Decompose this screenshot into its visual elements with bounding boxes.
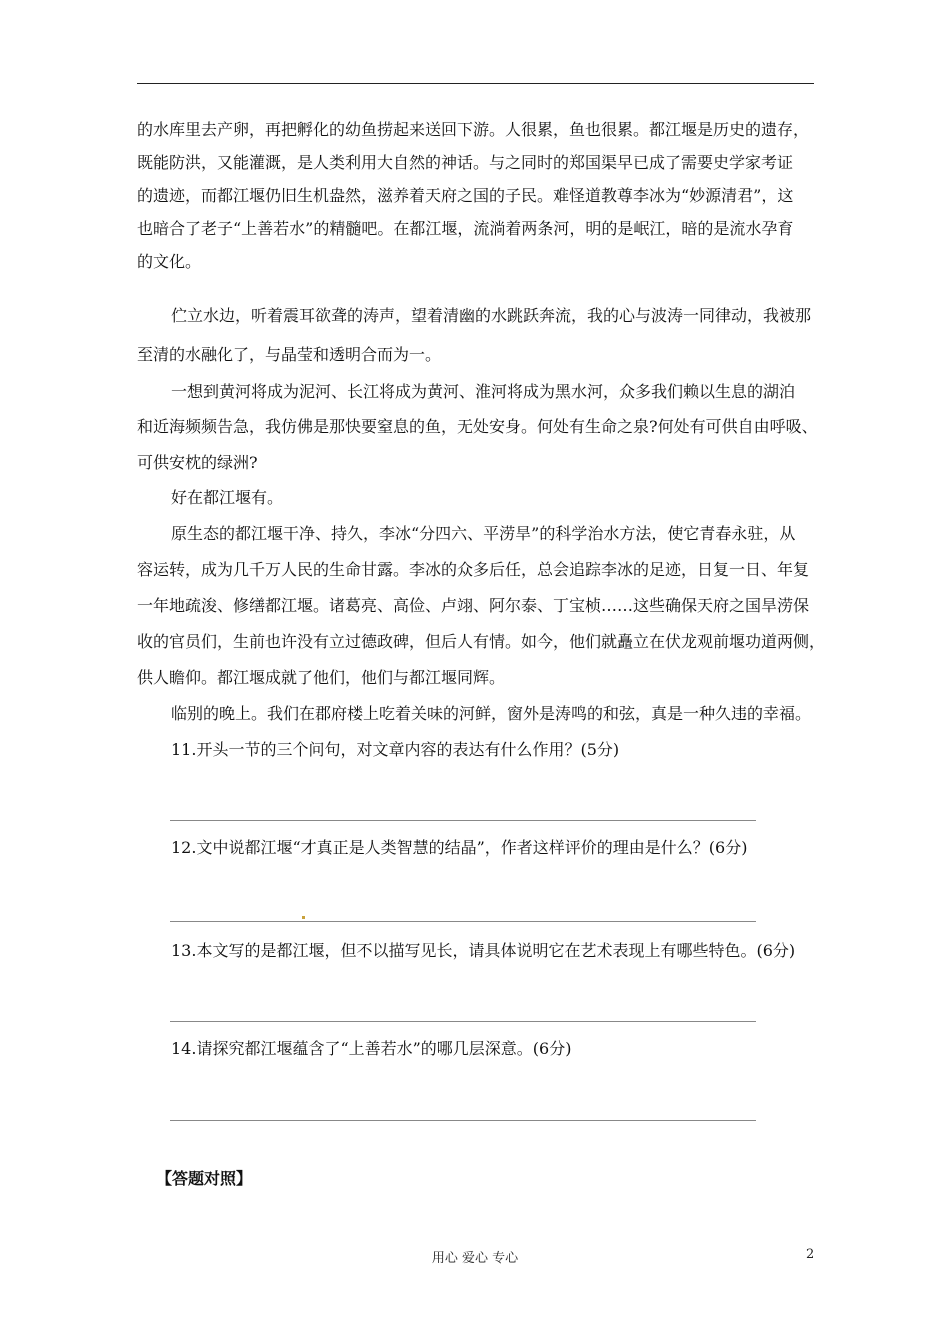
paragraph-line: 的文化。 bbox=[137, 252, 202, 271]
paragraph-line: 好在都江堰有。 bbox=[171, 488, 284, 507]
header-rule bbox=[137, 83, 814, 84]
paragraph-line: 容运转，成为几千万人民的生命甘露。李冰的众多后任，总会追踪李冰的足迹，日复一日、年复 bbox=[137, 560, 810, 579]
paragraph-line: 原生态的都江堰干净、持久，李冰“分四六、平涝旱”的科学治水方法，使它青春永驻，从 bbox=[171, 524, 796, 543]
page-number: 2 bbox=[806, 1247, 815, 1262]
question-14: 14.请探究都江堰蕴含了“上善若水”的哪几层深意。(6分) bbox=[171, 1039, 572, 1058]
answer-key-heading: 【答题对照】 bbox=[156, 1169, 253, 1188]
paragraph-line: 的遗迹，而都江堰仍旧生机盎然，滋养着天府之国的子民。难怪道教尊李冰为“妙源清君”，这 bbox=[137, 186, 794, 205]
question-12: 12.文中说都江堰“才真正是人类智慧的结晶”，作者这样评价的理由是什么？(6分) bbox=[171, 838, 748, 857]
paragraph-line: 可供安枕的绿洲? bbox=[137, 453, 258, 472]
paragraph-line: 一年地疏浚、修缮都江堰。诸葛亮、高俭、卢翊、阿尔泰、丁宝桢……这些确保天府之国旱涝保 bbox=[137, 596, 810, 615]
answer-line bbox=[170, 1021, 756, 1022]
paragraph-line: 收的官员们，生前也许没有立过德政碑，但后人有情。如今，他们就矗立在伏龙观前堰功道两侧， bbox=[137, 632, 826, 651]
paragraph-line: 一想到黄河将成为泥河、长江将成为黄河、淮河将成为黑水河，众多我们赖以生息的湖泊 bbox=[171, 382, 796, 401]
speck-mark bbox=[302, 916, 305, 919]
paragraph-line: 至清的水融化了，与晶莹和透明合而为一。 bbox=[137, 345, 442, 364]
paragraph-line: 既能防洪，又能灌溉，是人类利用大自然的神话。与之同时的郑国渠早已成了需要史学家考证 bbox=[137, 153, 794, 172]
paragraph-line: 供人瞻仰。都江堰成就了他们，他们与都江堰同辉。 bbox=[137, 668, 506, 687]
answer-line bbox=[170, 921, 756, 922]
answer-line bbox=[170, 820, 756, 821]
paragraph-line: 临别的晚上。我们在郡府楼上吃着关味的河鲜，窗外是涛鸣的和弦，真是一种久违的幸福。 bbox=[171, 704, 812, 723]
paragraph-line: 也暗合了老子“上善若水”的精髓吧。在都江堰，流淌着两条河，明的是岷江，暗的是流水孕育 bbox=[137, 219, 794, 238]
page-footer: 用心 爱心 专心 bbox=[431, 1251, 519, 1266]
paragraph-line: 伫立水边，听着震耳欲聋的涛声，望着清幽的水跳跃奔流，我的心与波涛一同律动，我被那 bbox=[171, 306, 812, 325]
question-11: 11.开头一节的三个问句，对文章内容的表达有什么作用？(5分) bbox=[171, 740, 620, 759]
paragraph-line: 和近海频频告急，我仿佛是那快要窒息的鱼，无处安身。何处有生命之泉?何处有可供自由呼吸、 bbox=[137, 417, 818, 436]
paragraph-line: 的水库里去产卵，再把孵化的幼鱼捞起来送回下游。人很累，鱼也很累。都江堰是历史的遗存， bbox=[137, 120, 810, 139]
question-13: 13.本文写的是都江堰，但不以描写见长，请具体说明它在艺术表现上有哪些特色。(6分) bbox=[171, 941, 796, 960]
answer-line bbox=[170, 1120, 756, 1121]
